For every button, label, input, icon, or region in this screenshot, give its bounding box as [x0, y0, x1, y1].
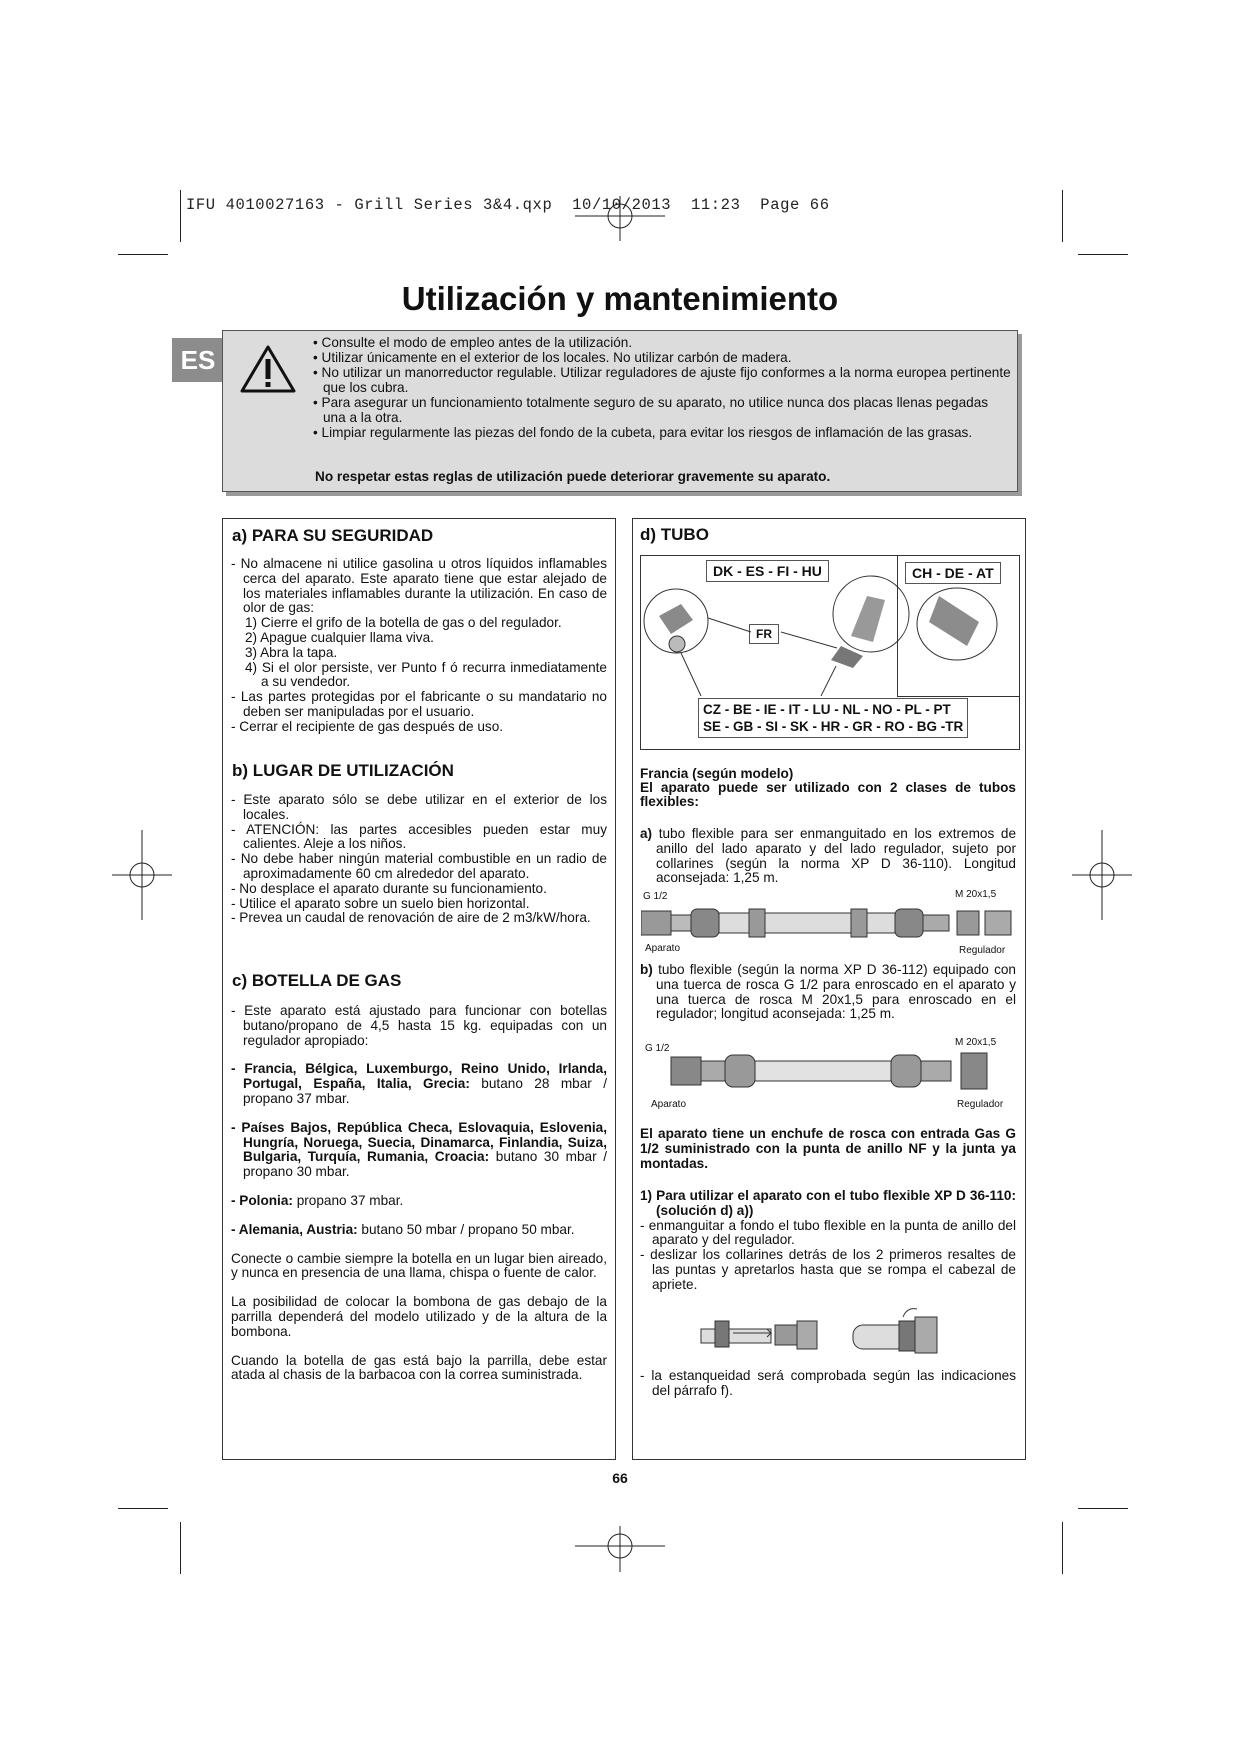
section-c-text: [231, 1004, 607, 1383]
paragraph: Cuando la botella de gas está bajo la parrilla, debe estar atada al chasis de la barbacoa con la correa suministrada.: [231, 1352, 607, 1383]
registration-mark: [575, 1520, 665, 1572]
crop-mark: [1078, 1508, 1128, 1509]
registration-mark: [1072, 830, 1132, 920]
hose-fittings-illustration: [641, 556, 1019, 696]
option-a: [640, 827, 1016, 886]
left-column: [222, 518, 616, 1460]
paragraph: Conecte o cambie siempre la botella en un lugar bien aireado, y nunca en presencia de una llama, chispa o fuente de calor.: [231, 1250, 607, 1281]
section-a-text: [231, 557, 607, 735]
warning-item: • Para asegurar un funcionamiento totalmente seguro de su aparato, no utilice nunca dos placas llenas pegadas una a la otra.: [313, 395, 989, 425]
list-item: - deslizar los collarines detrás de los 2 primeros resaltes de las puntas y apretarlos hasta que se rompa el cabezal de apriete.: [640, 1247, 1016, 1292]
warning-list: [313, 335, 1013, 440]
list-item: - No desplace el aparato durante su funcionamiento.: [231, 880, 547, 896]
list-item: - Utilice el aparato sobre un suelo bien horizontal.: [231, 895, 530, 911]
language-tab: ES: [172, 338, 224, 382]
country-group: - Países Bajos, República Checa, Eslovaquia, Eslovenia, Hungría, Noruega, Suecia, Dinamarca, Finlandia, Suiza, Bulgaria, Turquía, Rumania, Croacia:: [231, 1119, 607, 1165]
figure-label-box: CH - DE - AT: [905, 562, 1001, 584]
list-item: [231, 1121, 607, 1180]
list-item: 1) Cierre el grifo de la botella de gas o del regulador.: [245, 615, 562, 631]
list-item: - Cerrar el recipiente de gas después de uso.: [231, 718, 504, 734]
list-item: - la estanqueidad será comprobada según las indicaciones del párrafo f).: [640, 1368, 1016, 1398]
figure-label-box: [698, 698, 968, 738]
list-item: - Prevea un caudal de renovación de aire de 2 m3/kW/hora.: [231, 910, 591, 926]
connector-note: El aparato tiene un enchufe de rosca con entrada Gas G 1/2 suministrado con la punta de anillo NF y la junta ya montadas.: [640, 1126, 1016, 1171]
thread-label: G 1/2: [645, 1043, 670, 1054]
warning-item: • Limpiar regularmente las piezas del fondo de la cubeta, para evitar los riesgos de inflamación de las grasas.: [313, 425, 973, 440]
list-item: - Las partes protegidas por el fabricante o su mandatario no deben ser manipuladas por el usuario.: [231, 689, 607, 719]
country-group: - Alemania, Austria:: [231, 1221, 358, 1237]
option-label: a): [640, 826, 653, 841]
registration-mark: [112, 830, 172, 920]
paragraph: La posibilidad de colocar la bombona de gas debajo de la parrilla dependerá del modelo utilizado y de la altura de la bombona.: [231, 1294, 607, 1339]
pressure-value: butano 28 mbar / propano 37 mbar.: [243, 1076, 607, 1106]
section-c-heading: c) BOTELLA DE GAS: [232, 971, 402, 990]
end-label: Aparato: [651, 1099, 687, 1110]
option-b: [640, 963, 1016, 1022]
pressure-value: propano 37 mbar.: [292, 1192, 404, 1208]
warning-bold-note: No respetar estas reglas de utilización puede deteriorar gravemente su aparato.: [315, 469, 831, 484]
thread-label: G 1/2: [643, 891, 668, 902]
section-a-heading: a) PARA SU SEGURIDAD: [232, 526, 434, 545]
option-text: tubo flexible (según la norma XP D 36-112) equipado con una tuerca de rosca G 1/2 para enroscado en el aparato y una tuerca de rosca M 20x1,5 para enroscado en el regulador; longitud aconsejada: 1,25 m.: [656, 962, 1016, 1022]
list-item: - Este aparato sólo se debe utilizar en el exterior de los locales.: [231, 792, 607, 822]
crop-mark: [118, 1508, 168, 1509]
thread-label: M 20x1,5: [955, 1037, 997, 1048]
crop-mark: [118, 254, 168, 255]
tube-figure: [640, 555, 1020, 750]
hose-b-illustration: [641, 1047, 1017, 1095]
crop-mark: [1078, 254, 1128, 255]
list-item: - No almacene ni utilice gasolina u otros líquidos inflamables cerca del aparato. Este aparato tiene que estar alejado de los materiales inflamables durante la utilización. En caso de olor de gas:: [231, 556, 607, 616]
list-item: [231, 1062, 607, 1106]
country-list: SE - GB - SI - SK - HR - GR - RO - BG -TR: [703, 719, 964, 734]
pressure-value: butano 30 mbar / propano 30 mbar.: [243, 1149, 607, 1180]
end-label: Regulador: [959, 945, 1006, 956]
page-title: Utilización y mantenimiento: [401, 280, 839, 317]
list-item: [231, 1194, 607, 1209]
figure-label-box: DK - ES - FI - HU: [706, 560, 829, 582]
warning-triangle-icon: [239, 343, 297, 395]
country-group: - Francia, Bélgica, Luxemburgo, Reino Unido, Irlanda, Portugal, España, Italia, Grecia:: [231, 1061, 607, 1092]
section-b-text: [231, 793, 607, 926]
step-title: 1) Para utilizar el aparato con el tubo flexible XP D 36-110: (solución d) a)): [640, 1188, 1016, 1218]
print-slug: IFU 4010027163 - Grill Series 3&4.qxp 10/10/2013 11:23 Page 66: [186, 196, 830, 214]
list-item: - No debe haber ningún material combustible en un radio de aproximadamente 60 cm alrededor del aparato.: [231, 851, 607, 881]
page-number: 66: [612, 1470, 628, 1486]
crop-mark: [180, 190, 181, 242]
list-item: - enmanguitar a fondo el tubo flexible en la punta de anillo del aparato y del regulador.: [640, 1217, 1016, 1248]
crop-mark: [180, 1522, 181, 1574]
warning-item: • Consulte el modo de empleo antes de la utilización.: [313, 335, 633, 350]
right-column: [632, 518, 1026, 1460]
final-note: [640, 1369, 1016, 1399]
hose-a-illustration: [641, 905, 1017, 941]
list-item: [231, 1223, 607, 1238]
list-item: 3) Abra la tapa.: [245, 644, 338, 660]
list-item: 2) Apague cualquier llama viva.: [245, 629, 434, 645]
list-item: 4) Si el olor persiste, ver Punto f ó recurra inmediatamente a su vendedor.: [245, 659, 607, 690]
france-bold-note: Francia (según modelo) El aparato puede ser utilizado con 2 clases de tubos flexibles:: [640, 766, 1016, 809]
crop-mark: [1062, 1522, 1063, 1574]
step-1: [640, 1189, 1016, 1293]
option-text: tubo flexible para ser enmanguitado en los extremos de anillo del lado aparato y del lado regulador, sujeto por collarines (según la norma XP D 36-110). Longitud aconsejada: 1,25 m.: [656, 826, 1017, 886]
warning-item: • No utilizar un manorreductor regulable. Utilizar reguladores de ajuste fijo conformes a la norma europea pertinente que los cubra.: [313, 365, 1011, 395]
section-d-heading: d) TUBO: [640, 525, 709, 544]
country-group: - Polonia:: [231, 1192, 293, 1208]
end-label: Aparato: [645, 943, 681, 954]
warning-box: [222, 330, 1018, 492]
figure-label-box: FR: [749, 624, 779, 644]
warning-item: • Utilizar únicamente en el exterior de los locales. No utilizar carbón de madera.: [313, 350, 792, 365]
clamp-illustration: [693, 1303, 963, 1359]
crop-mark: [1062, 190, 1063, 242]
figure-divider: [897, 696, 1019, 697]
end-label: Regulador: [957, 1099, 1004, 1110]
pressure-value: butano 50 mbar / propano 50 mbar.: [357, 1221, 575, 1237]
section-b-heading: b) LUGAR DE UTILIZACIÓN: [232, 761, 454, 780]
thread-label: M 20x1,5: [955, 889, 997, 900]
option-label: b): [640, 962, 653, 977]
country-list: CZ - BE - IE - IT - LU - NL - NO - PL - PT: [703, 702, 951, 717]
list-item: - Este aparato está ajustado para funcionar con botellas butano/propano de 4,5 hasta 15 kg. equipadas con un regulador apropiado:: [231, 1003, 607, 1048]
list-item: - ATENCIÓN: las partes accesibles pueden estar muy calientes. Aleje a los niños.: [231, 821, 607, 852]
